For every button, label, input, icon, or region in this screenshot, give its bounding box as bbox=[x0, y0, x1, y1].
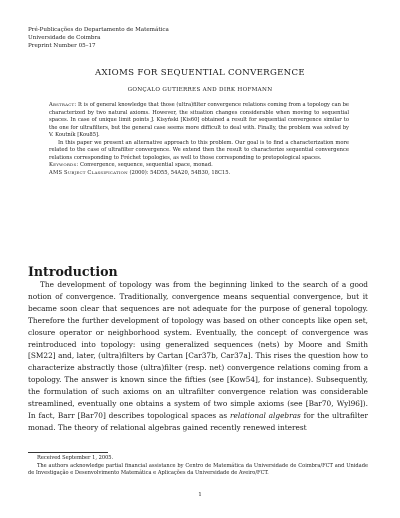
preprint-header bbox=[28, 26, 169, 50]
intro-text-a: The development of topology was from the beginning linked to the search of a good notion of convergence. Traditionally, convergence means sequential convergence, but it became soon clear that sequences are not adequate for the purpose of general topology. Therefore the further development of topology was based on other concepts like open set, closure operator or neighborhood system. Eventually, the concept of convergence was reintroduced into topology: using generalized sequences (nets) by Moore and Smith [SM22] and, later, (ultra)filters by Cartan [Car37b, Car37a]. This rises the question how to characterize abstractly those (ultra)filter (resp. net) convergence relations coming from a topology. The answer is known since the fifties (see [Kow54], for instance). Subsequently, the formulation of such axioms on an ultrafilter convergence relation was considerable streamlined, eventually one obtains a system of two simple axioms (see [Bar70, Wyl96]). In fact, Barr [Bar70] describes topological spaces as bbox=[28, 280, 368, 420]
ams-label: AMS Subject Classification bbox=[49, 169, 128, 176]
preprint-university: Universidade de Coimbra bbox=[28, 35, 101, 41]
abstract-label: Abstract: bbox=[49, 102, 77, 108]
page-number: 1 bbox=[198, 492, 202, 498]
paper-title: AXIOMS FOR SEQUENTIAL CONVERGENCE bbox=[95, 68, 305, 78]
abstract-paragraph-1 bbox=[49, 102, 349, 140]
preprint-number: Preprint Number 05–17 bbox=[28, 43, 96, 49]
preprint-department: Pré-Publicações do Departamento de Matemática bbox=[28, 27, 169, 33]
intro-text-b: for the ultrafilter monad. The theory of relational algebras gained recently renewed interest bbox=[28, 410, 368, 432]
ams-text: (2000): 54D55, 54A20, 54B30, 18C15. bbox=[129, 169, 231, 176]
keywords-line bbox=[49, 162, 349, 170]
paper-authors: GONÇALO GUTIERRES AND DIRK HOFMANN bbox=[127, 87, 273, 93]
abstract-paragraph-2: In this paper we present an alternative approach to this problem. Our goal is to find a characterization more related to the case of ultrafilter convergence. We extend then the result to characterize sequential convergence relations corresponding to Fréchet topologies, as well to those corresponding to pretopological spaces. bbox=[49, 139, 349, 161]
abstract-text-1: It is of general knowledge that those (ultra)filter convergence relations coming from a topology can be characterized by two natural axioms. However, the situation changes considerable when moving to sequential spaces. In case of unique limit points J. Kisyński [Kis60] obtained a result for sequential convergence similar to the one for ultrafilters, but the general case seems more difficult to deal with. Finally, the problem was solved by V. Koutník [Kou85]. bbox=[49, 102, 349, 138]
intro-emphasis: relational algebras bbox=[230, 410, 301, 420]
abstract-block bbox=[49, 102, 349, 177]
introduction-body bbox=[28, 279, 368, 434]
section-heading-introduction: Introduction bbox=[28, 264, 118, 279]
footnote-received: Received September 1, 2005. bbox=[37, 455, 114, 461]
keywords-text: Convergence, sequence, sequential space, monad. bbox=[80, 162, 213, 168]
footnote-rule bbox=[28, 452, 108, 453]
introduction-paragraph-1 bbox=[28, 279, 368, 434]
footnotes bbox=[28, 455, 368, 478]
footnote-acknowledgement: The authors acknowledge partial financial assistance by Centro de Matemática da Universidade de Coimbra/FCT and Unidade de Investigação e Desenvolvimento Matemática e Aplicações da Universidade de Aveiro/FCT. bbox=[28, 462, 368, 477]
ams-line bbox=[49, 170, 349, 178]
keywords-label: Keywords: bbox=[49, 162, 79, 168]
